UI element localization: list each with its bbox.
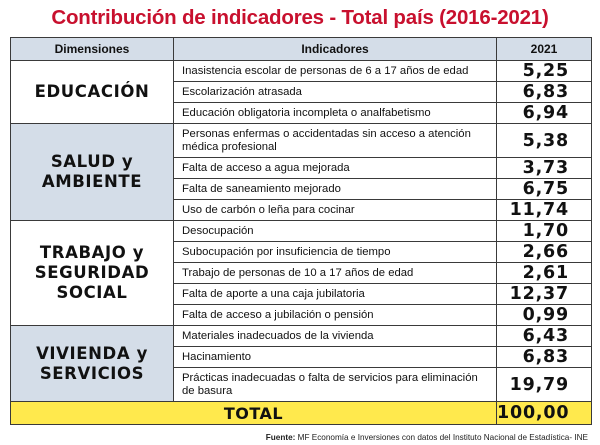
dimension-trabajo: [11, 221, 174, 326]
header-dimensions: Dimensiones: [11, 38, 174, 61]
total-row: [11, 402, 592, 425]
value-cell: 5,38: [497, 124, 592, 158]
indicator-cell: Trabajo de personas de 10 a 17 años de edad: [174, 263, 497, 284]
indicator-cell: Falta de saneamiento mejorado: [174, 179, 497, 200]
value-cell: 6,94: [497, 103, 592, 124]
indicator-table-wrapper: [10, 37, 591, 425]
dimension-vivienda: [11, 326, 174, 402]
source-label: Fuente:: [265, 433, 296, 442]
dimension-label: SALUD y AMBIENTE: [41, 152, 143, 191]
indicator-cell: Falta de acceso a agua mejorada: [174, 158, 497, 179]
table-header-row: [11, 38, 592, 61]
value-cell: 12,37: [497, 284, 592, 305]
indicator-table: [10, 37, 592, 425]
dimension-educacion: EDUCACIÓN: [11, 61, 174, 124]
indicator-cell: Subocupación por insuficiencia de tiempo: [174, 242, 497, 263]
indicator-cell: Educación obligatoria incompleta o analfabetismo: [174, 103, 497, 124]
value-cell: 19,79: [497, 368, 592, 402]
indicator-cell: Escolarización atrasada: [174, 82, 497, 103]
source-text: MF Economía e Inversiones con datos del Instituto Nacional de Estadística- INE: [297, 433, 588, 442]
value-cell: 6,83: [497, 347, 592, 368]
indicator-cell: Hacinamiento: [174, 347, 497, 368]
indicator-cell: Desocupación: [174, 221, 497, 242]
value-cell: 5,25: [497, 61, 592, 82]
indicator-cell: Personas enfermas o accidentadas sin acceso a atención médica profesional: [174, 124, 497, 158]
header-year: 2021: [497, 38, 592, 61]
total-label: TOTAL: [11, 402, 497, 425]
total-value: 100,00: [497, 402, 592, 425]
source-note: [266, 433, 588, 443]
value-cell: 2,61: [497, 263, 592, 284]
value-cell: 2,66: [497, 242, 592, 263]
value-cell: 0,99: [497, 305, 592, 326]
dimension-label: VIVIENDA y SERVICIOS: [36, 343, 148, 383]
value-cell: 3,73: [497, 158, 592, 179]
indicator-cell: Uso de carbón o leña para cocinar: [174, 200, 497, 221]
header-indicators: Indicadores: [174, 38, 497, 61]
table-row: [11, 221, 592, 242]
indicator-cell: Falta de acceso a jubilación o pensión: [174, 305, 497, 326]
dimension-salud-ambiente: [11, 124, 174, 221]
value-cell: 11,74: [497, 200, 592, 221]
indicator-cell: Prácticas inadecuadas o falta de servicios para eliminación de basura: [174, 368, 497, 402]
value-cell: 6,75: [497, 179, 592, 200]
indicator-cell: Materiales inadecuados de la vivienda: [174, 326, 497, 347]
value-cell: 6,83: [497, 82, 592, 103]
page-title: Contribución de indicadores - Total país (2016-2021): [51, 6, 549, 29]
indicator-cell: Inasistencia escolar de personas de 6 a 17 años de edad: [174, 61, 497, 82]
dimension-label: TRABAJO y SEGURIDAD SOCIAL: [34, 243, 150, 302]
value-cell: 6,43: [497, 326, 592, 347]
table-row: [11, 326, 592, 347]
value-cell: 1,70: [497, 221, 592, 242]
indicator-cell: Falta de aporte a una caja jubilatoria: [174, 284, 497, 305]
table-row: [11, 124, 592, 158]
table-row: [11, 61, 592, 82]
